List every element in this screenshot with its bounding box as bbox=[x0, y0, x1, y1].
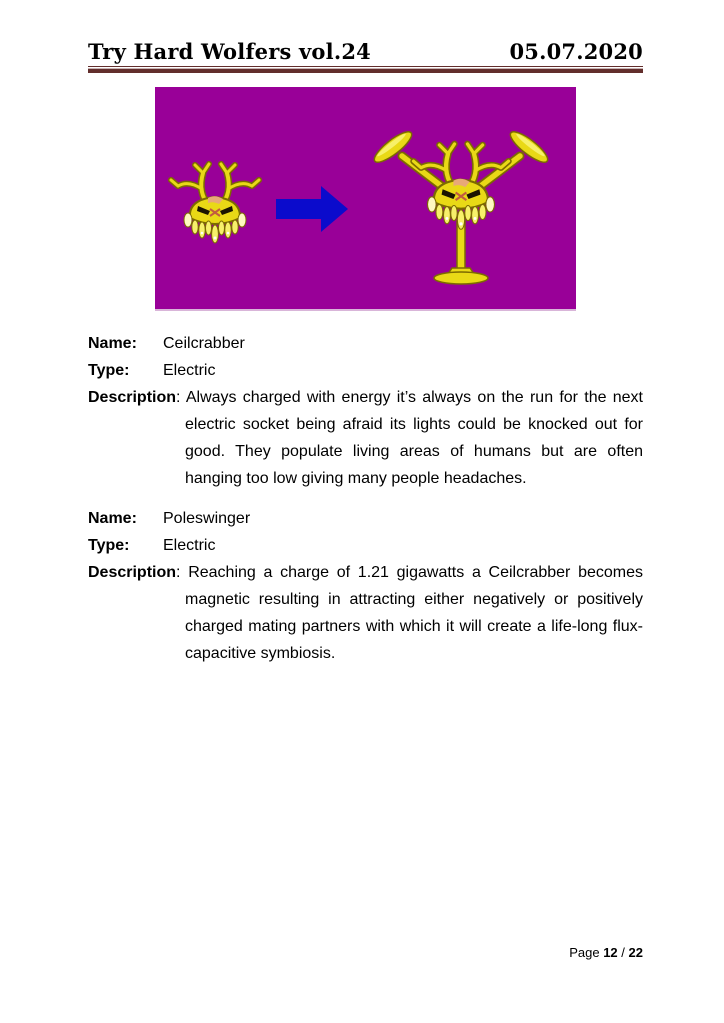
evolution-arrow-icon bbox=[276, 186, 348, 232]
ceilcrabber-sprite bbox=[171, 164, 259, 243]
poleswinger-sprite bbox=[371, 127, 552, 284]
header-rule-thick bbox=[88, 68, 643, 73]
type-row bbox=[88, 357, 643, 384]
type-value: Electric bbox=[163, 537, 216, 554]
name-row bbox=[88, 330, 643, 357]
description-colon: : bbox=[176, 564, 181, 581]
page-header bbox=[88, 0, 643, 73]
creature-entry-poleswinger bbox=[88, 505, 643, 667]
type-label: Type: bbox=[88, 537, 130, 554]
description-label: Description bbox=[88, 389, 177, 406]
type-row bbox=[88, 532, 643, 559]
document-page bbox=[88, 0, 643, 667]
description-text: Always charged with energy it’s always on the run for the next electric socket being afraid its lights could be knocked out for good. They populate living areas of humans but are often hanging too low giving many people headaches. bbox=[185, 389, 644, 487]
header-title: Try Hard Wolfers vol.24 bbox=[88, 39, 371, 64]
evolution-figure bbox=[155, 87, 576, 311]
evolution-figure-canvas bbox=[155, 87, 576, 309]
name-value: Ceilcrabber bbox=[163, 335, 245, 352]
description-colon: : bbox=[176, 389, 181, 406]
page-current: 12 bbox=[603, 945, 618, 960]
page-label: Page bbox=[569, 945, 600, 960]
description-label: Description bbox=[88, 564, 177, 581]
header-rule-thin bbox=[88, 66, 643, 67]
header-date: 05.07.2020 bbox=[509, 39, 643, 64]
name-row bbox=[88, 505, 643, 532]
description-row bbox=[88, 384, 643, 492]
description-row bbox=[88, 559, 643, 667]
creature-entry-ceilcrabber bbox=[88, 330, 643, 492]
page-footer bbox=[569, 944, 643, 962]
page-total: 22 bbox=[628, 945, 643, 960]
type-value: Electric bbox=[163, 362, 216, 379]
name-value: Poleswinger bbox=[163, 510, 251, 527]
name-label: Name: bbox=[88, 335, 137, 352]
page-separator: / bbox=[621, 945, 625, 960]
description-text: Reaching a charge of 1.21 gigawatts a Ceilcrabber becomes magnetic resulting in attracting either negatively or positively charged mating partners with which it will create a life-long flux-capacitive symbiosis. bbox=[185, 564, 643, 662]
name-label: Name: bbox=[88, 510, 137, 527]
type-label: Type: bbox=[88, 362, 130, 379]
